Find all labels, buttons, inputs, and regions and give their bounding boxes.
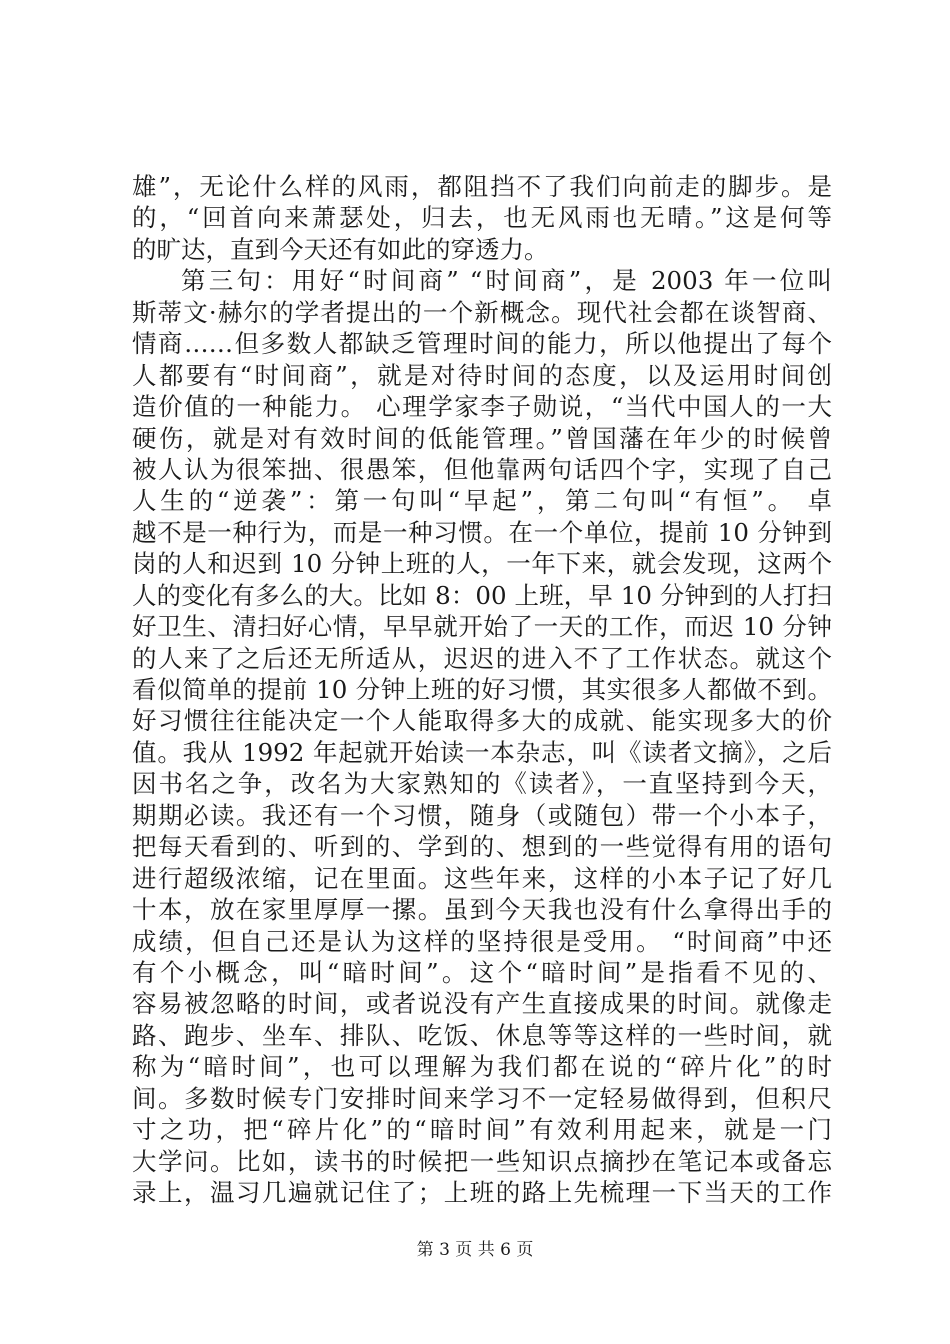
text-line: 人都要有“时间商”，就是对待时间的态度，以及运用时间创	[132, 360, 832, 390]
text-line: 期期必读。我还有一个习惯，随身（或随包）带一个小本子，	[132, 800, 832, 830]
text-line: 值。我从 1992 年起就开始读一本杂志，叫《读者文摘》，之后	[132, 737, 832, 767]
text-line: 寸之功，把“碎片化”的“暗时间”有效利用起来，就是一门	[132, 1115, 832, 1145]
page-footer	[0, 1238, 950, 1262]
text-line: 把每天看到的、听到的、学到的、想到的一些觉得有用的语句	[132, 832, 832, 862]
text-line: 人的变化有多么的大。比如 8：00 上班，早 10 分钟到的人打扫	[132, 580, 832, 610]
text-line: 雄”，无论什么样的风雨，都阻挡不了我们向前走的脚步。是	[132, 172, 832, 201]
text-line: 的旷达，直到今天还有如此的穿透力。	[132, 234, 549, 264]
text-line: 的，“回首向来萧瑟处，归去，也无风雨也无晴。”这是何等	[132, 203, 832, 233]
text-line: 看似简单的提前 10 分钟上班的好习惯，其实很多人都做不到。	[132, 675, 832, 704]
text-line: 的人来了之后还无所适从，迟迟的进入不了工作状态。就这个	[132, 643, 832, 673]
text-line: 被人认为很笨拙、很愚笨，但他靠两句话四个字，实现了自己	[132, 454, 832, 484]
text-line: 路、跑步、坐车、排队、吃饭、休息等等这样的一些时间，就	[132, 1020, 832, 1050]
text-line: 好习惯往往能决定一个人能取得多大的成就、能实现多大的价	[132, 706, 832, 736]
text-line: 人生的“逆袭”：第一句叫“早起”，第二句叫“有恒”。 卓	[132, 486, 832, 516]
text-line: 称为“暗时间”，也可以理解为我们都在说的“碎片化”的时	[132, 1052, 832, 1082]
text-line: 第三句：用好“时间商” “时间商”，是 2003 年一位叫	[181, 266, 832, 296]
text-line: 大学问。比如，读书的时候把一些知识点摘抄在笔记本或备忘	[132, 1146, 832, 1176]
text-line: 因书名之争，改名为大家熟知的《读者》，一直坚持到今天，	[132, 769, 832, 799]
body-text	[132, 171, 832, 1208]
page-number: 第 3 页 共 6 页	[416, 1240, 534, 1260]
text-line: 进行超级浓缩，记在里面。这些年来，这样的小本子记了好几	[132, 863, 832, 893]
text-line: 十本，放在家里厚厚一摞。虽到今天我也没有什么拿得出手的	[132, 895, 832, 925]
text-line: 斯蒂文·赫尔的学者提出的一个新概念。现代社会都在谈智商、	[132, 297, 832, 327]
text-line: 成绩，但自己还是认为这样的坚持很是受用。 “时间商”中还	[132, 926, 832, 956]
text-line: 有个小概念，叫“暗时间”。这个“暗时间”是指看不见的、	[132, 957, 832, 987]
text-line: 岗的人和迟到 10 分钟上班的人，一年下来，就会发现，这两个	[132, 549, 832, 579]
text-line: 造价值的一种能力。 心理学家李子勋说，“当代中国人的一大	[132, 392, 832, 422]
text-line: 间。多数时候专门安排时间来学习不一定轻易做得到，但积尺	[132, 1083, 832, 1113]
text-line: 录上，温习几遍就记住了；上班的路上先梳理一下当天的工作	[132, 1178, 832, 1207]
text-line: 硬伤，就是对有效时间的低能管理。”曾国藩在年少的时候曾	[132, 423, 832, 453]
text-line: 情商……但多数人都缺乏管理时间的能力，所以他提出了每个	[132, 329, 832, 359]
text-line: 容易被忽略的时间，或者说没有产生直接成果的时间。就像走	[132, 989, 832, 1019]
text-line: 好卫生、清扫好心情，早早就开始了一天的工作，而迟 10 分钟	[132, 612, 832, 642]
text-line: 越不是一种行为，而是一种习惯。在一个单位，提前 10 分钟到	[132, 517, 832, 547]
